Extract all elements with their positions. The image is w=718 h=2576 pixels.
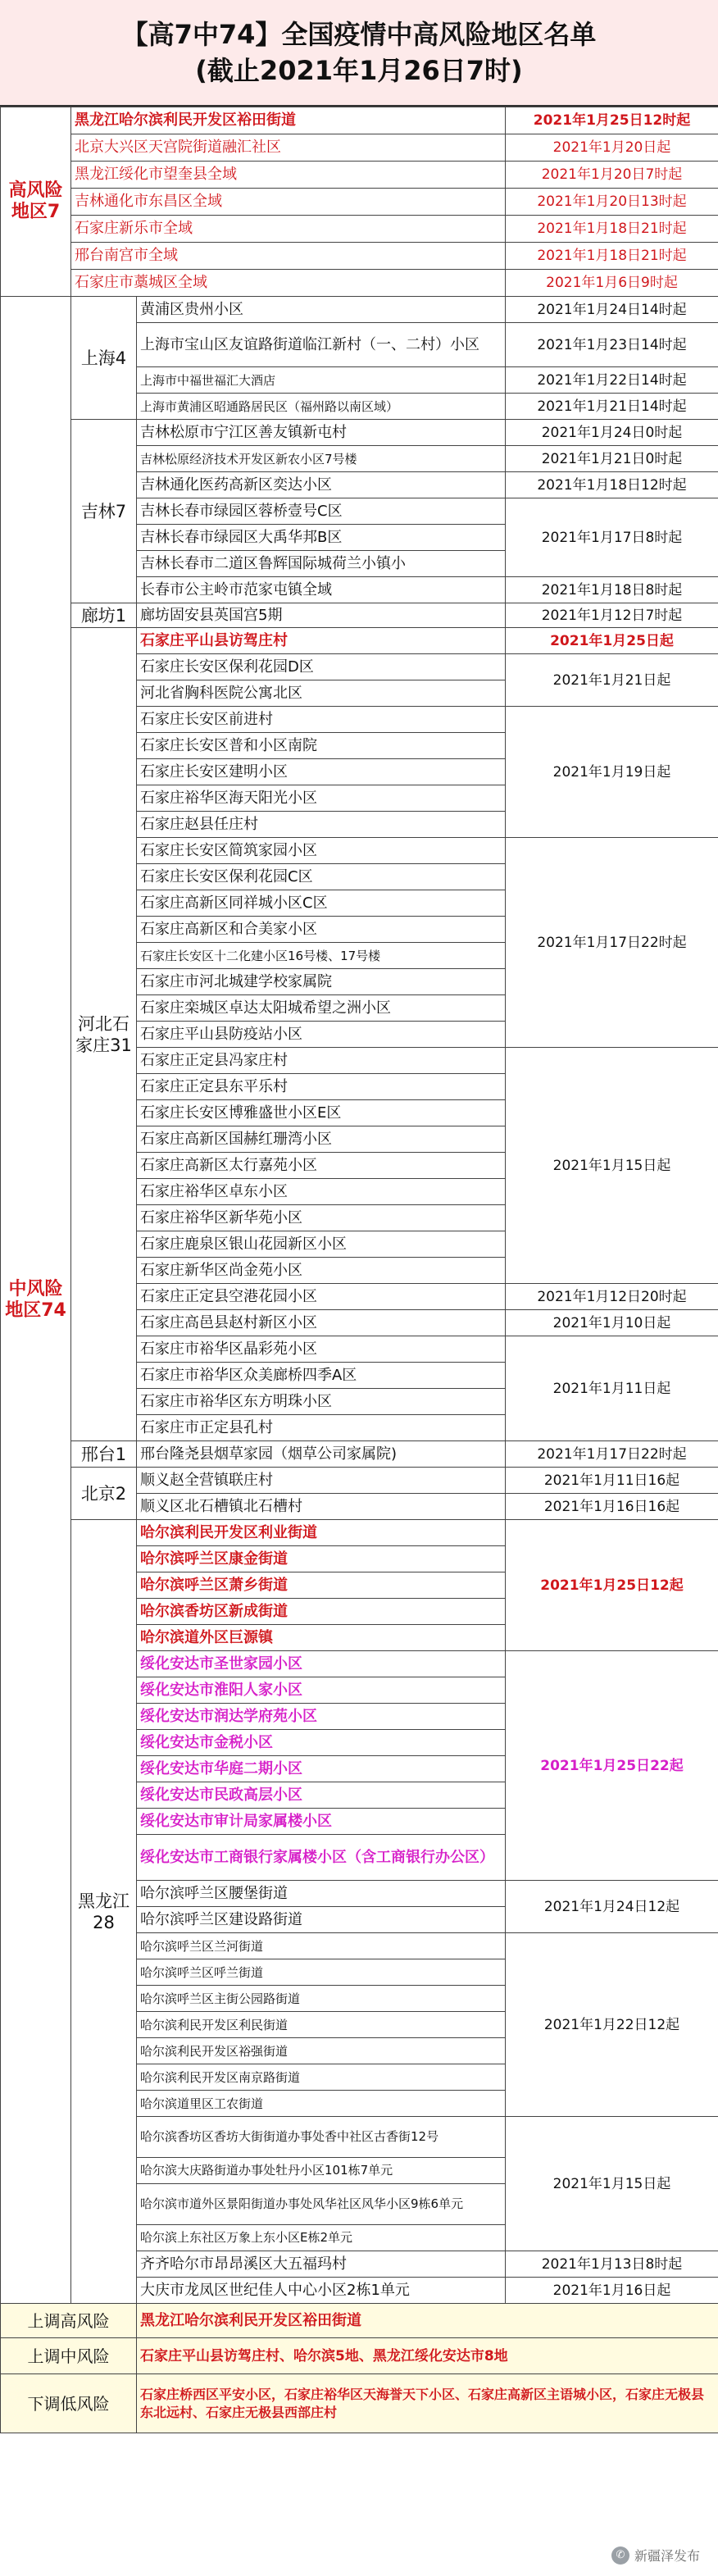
- mid-risk-area: 石家庄长安区保利花园D区: [137, 654, 506, 680]
- mid-risk-area: 石家庄高新区太行嘉苑小区: [137, 1153, 506, 1179]
- mid-risk-area: 石家庄高新区国赫红珊湾小区: [137, 1126, 506, 1153]
- mid-risk-area: 绥化安达市工商银行家属楼小区（含工商银行办公区）: [137, 1835, 506, 1881]
- mid-risk-area: 哈尔滨呼兰区康金街道: [137, 1546, 506, 1572]
- mid-risk-date: 2021年1月25日12起: [506, 1520, 718, 1651]
- mid-risk-area: 石家庄正定县冯家庄村: [137, 1048, 506, 1074]
- table-row: [1, 189, 718, 216]
- mid-risk-area: 河北省胸科医院公寓北区: [137, 680, 506, 707]
- mid-risk-date: 2021年1月12日20时起: [506, 1284, 718, 1310]
- mid-risk-area: 齐齐哈尔市昂昂溪区大五福玛村: [137, 2251, 506, 2278]
- high-risk-date: 2021年1月6日9时起: [506, 270, 718, 297]
- mid-risk-area: 石家庄市河北城建学校家属院: [137, 969, 506, 995]
- table-row: [1, 1468, 718, 1494]
- mid-risk-date: 2021年1月17日22时起: [506, 838, 718, 1048]
- mid-risk-date: 2021年1月21日0时起: [506, 446, 718, 472]
- mid-risk-area: 石家庄赵县任庄村: [137, 812, 506, 838]
- mid-risk-area: 哈尔滨呼兰区兰河街道: [137, 1933, 506, 1959]
- table-row: [1, 243, 718, 270]
- mid-risk-area: 哈尔滨市道外区景阳街道办事处风华社区风华小区9栋6单元: [137, 2184, 506, 2225]
- mid-risk-area: 绥化安达市审计局家属楼小区: [137, 1809, 506, 1835]
- mid-risk-area: 哈尔滨利民开发区南京路街道: [137, 2064, 506, 2091]
- mid-risk-area: 石家庄正定县东平乐村: [137, 1074, 506, 1100]
- table-row: [1, 603, 718, 628]
- mid-risk-area: 吉林长春市绿园区蓉桥壹号C区: [137, 498, 506, 525]
- mid-risk-date: 2021年1月15日起: [506, 1048, 718, 1284]
- high-risk-date: 2021年1月20日13时起: [506, 189, 718, 216]
- watermark-text: 新疆泽发布: [634, 2548, 700, 2564]
- mid-risk-area: 石家庄正定县空港花园小区: [137, 1284, 506, 1310]
- mid-risk-area: 石家庄长安区普和小区南院: [137, 733, 506, 759]
- mid-risk-date: 2021年1月18日8时起: [506, 577, 718, 603]
- title-line-2: (截止2021年1月26日7时): [195, 55, 523, 86]
- mid-risk-area: 石家庄长安区保利花园C区: [137, 864, 506, 890]
- summary-label: 下调低风险: [1, 2374, 137, 2433]
- mid-risk-area: 绥化安达市润达学府苑小区: [137, 1704, 506, 1730]
- mid-risk-area: 石家庄鹿泉区银山花园新区小区: [137, 1231, 506, 1258]
- mid-risk-area: 哈尔滨道里区工农街道: [137, 2091, 506, 2117]
- mid-risk-date: 2021年1月15日起: [506, 2117, 718, 2251]
- mid-risk-area: 石家庄裕华区新华苑小区: [137, 1205, 506, 1231]
- mid-risk-area: 哈尔滨呼兰区呼兰街道: [137, 1959, 506, 1986]
- table-row: [1, 134, 718, 162]
- region-beijing: 北京2: [71, 1468, 137, 1520]
- summary-text: 黑龙江哈尔滨利民开发区裕田街道: [137, 2304, 718, 2338]
- table-row: [1, 107, 718, 134]
- high-risk-label: 高风险地区7: [1, 107, 71, 297]
- watermark: [607, 2544, 705, 2566]
- mid-risk-date: 2021年1月11日起: [506, 1336, 718, 1441]
- mid-risk-area: 石家庄裕华区海天阳光小区: [137, 785, 506, 812]
- mid-risk-area: 石家庄高新区和合美家小区: [137, 917, 506, 943]
- high-risk-area: 邢台南宫市全域: [71, 243, 506, 270]
- mid-risk-area: 石家庄平山县防疫站小区: [137, 1022, 506, 1048]
- high-risk-date: 2021年1月25日12时起: [506, 107, 718, 134]
- mid-risk-date: 2021年1月11日16起: [506, 1468, 718, 1494]
- mid-risk-area: 哈尔滨呼兰区萧乡街道: [137, 1572, 506, 1599]
- mid-risk-date: 2021年1月21日起: [506, 654, 718, 707]
- high-risk-date: 2021年1月18日21时起: [506, 243, 718, 270]
- mid-risk-area: 大庆市龙凤区世纪佳人中心小区2栋1单元: [137, 2278, 506, 2304]
- mid-risk-area: 哈尔滨呼兰区腰堡街道: [137, 1881, 506, 1907]
- summary-text: 石家庄平山县访驾庄村、哈尔滨5地、黑龙江绥化安达市8地: [137, 2338, 718, 2374]
- mid-risk-date: 2021年1月22日14时起: [506, 367, 718, 394]
- wechat-icon: ✆: [611, 2546, 629, 2565]
- mid-risk-area: 石家庄高新区同祥城小区C区: [137, 890, 506, 917]
- mid-risk-area: 长春市公主岭市范家屯镇全域: [137, 577, 506, 603]
- mid-risk-area: 石家庄市裕华区众美廊桥四季A区: [137, 1363, 506, 1389]
- mid-risk-area: 石家庄市正定县孔村: [137, 1415, 506, 1441]
- mid-risk-area: 上海市宝山区友谊路街道临江新村（一、二村）小区: [137, 323, 506, 367]
- region-xingtai: 邢台1: [71, 1441, 137, 1468]
- mid-risk-date: 2021年1月25日22起: [506, 1651, 718, 1881]
- summary-label: 上调中风险: [1, 2338, 137, 2374]
- mid-risk-date: 2021年1月18日12时起: [506, 472, 718, 498]
- table-row: [1, 297, 718, 323]
- mid-risk-area: 吉林长春市二道区鲁辉国际城荷兰小镇小: [137, 551, 506, 577]
- summary-label: 上调高风险: [1, 2304, 137, 2338]
- table-row: [1, 216, 718, 243]
- mid-risk-area: 黄浦区贵州小区: [137, 297, 506, 323]
- mid-risk-label: 中风险地区74: [1, 297, 71, 2304]
- mid-risk-area: 石家庄市裕华区东方明珠小区: [137, 1389, 506, 1415]
- mid-risk-area: 吉林长春市绿园区大禹华邦B区: [137, 525, 506, 551]
- mid-risk-area: 哈尔滨香坊区新成街道: [137, 1599, 506, 1625]
- high-risk-date: 2021年1月20日起: [506, 134, 718, 162]
- mid-risk-area: 石家庄市裕华区晶彩苑小区: [137, 1336, 506, 1363]
- mid-risk-date: 2021年1月12日7时起: [506, 603, 718, 628]
- mid-risk-date: 2021年1月23日14时起: [506, 323, 718, 367]
- mid-risk-area: 哈尔滨道外区巨源镇: [137, 1625, 506, 1651]
- mid-risk-area: 哈尔滨利民开发区裕强街道: [137, 2038, 506, 2064]
- summary-text: 石家庄桥西区平安小区，石家庄裕华区天海誉天下小区、石家庄高新区主语城小区，石家庄无极县东北远村、石家庄无极县西部庄村: [137, 2374, 718, 2433]
- mid-risk-area: 石家庄长安区简筑家园小区: [137, 838, 506, 864]
- mid-risk-area: 绥化安达市华庭二期小区: [137, 1756, 506, 1782]
- mid-risk-area: 哈尔滨大庆路街道办事处牡丹小区101栋7单元: [137, 2158, 506, 2184]
- mid-risk-area: 上海市中福世福汇大酒店: [137, 367, 506, 394]
- mid-risk-date: 2021年1月13日8时起: [506, 2251, 718, 2278]
- mid-risk-area: 石家庄裕华区卓东小区: [137, 1179, 506, 1205]
- table-row: [1, 2304, 718, 2338]
- high-risk-area: 石家庄新乐市全域: [71, 216, 506, 243]
- mid-risk-area: 吉林松原经济技术开发区新农小区7号楼: [137, 446, 506, 472]
- mid-risk-area: 石家庄新华区尚金苑小区: [137, 1258, 506, 1284]
- mid-risk-area: 顺义区北石槽镇北石槽村: [137, 1494, 506, 1520]
- table-row: [1, 2374, 718, 2433]
- mid-risk-area: 石家庄长安区前进村: [137, 707, 506, 733]
- high-risk-date: 2021年1月18日21时起: [506, 216, 718, 243]
- mid-risk-area: 吉林通化医药高新区奕达小区: [137, 472, 506, 498]
- mid-risk-date: 2021年1月21日14时起: [506, 394, 718, 420]
- high-risk-area: 北京大兴区天宫院街道融汇社区: [71, 134, 506, 162]
- mid-risk-area: 哈尔滨上东社区万象上东小区E栋2单元: [137, 2225, 506, 2251]
- mid-risk-area: 绥化安达市圣世家园小区: [137, 1651, 506, 1677]
- mid-risk-area: 石家庄栾城区卓达太阳城希望之洲小区: [137, 995, 506, 1022]
- mid-risk-date: 2021年1月24日12起: [506, 1881, 718, 1933]
- mid-risk-area: 上海市黄浦区昭通路居民区（福州路以南区域）: [137, 394, 506, 420]
- mid-risk-date: 2021年1月24日0时起: [506, 420, 718, 446]
- high-risk-date: 2021年1月20日7时起: [506, 162, 718, 189]
- mid-risk-area: 绥化安达市淮阳人家小区: [137, 1677, 506, 1704]
- mid-risk-date: 2021年1月17日8时起: [506, 498, 718, 577]
- region-shanghai: 上海4: [71, 297, 137, 420]
- table-row: [1, 270, 718, 297]
- mid-risk-date: 2021年1月16日16起: [506, 1494, 718, 1520]
- risk-table: [0, 107, 718, 2433]
- page-title: [0, 0, 718, 107]
- mid-risk-date: 2021年1月10日起: [506, 1310, 718, 1336]
- mid-risk-area: 哈尔滨利民开发区利业街道: [137, 1520, 506, 1546]
- table-row: [1, 420, 718, 446]
- high-risk-area: 石家庄市藁城区全域: [71, 270, 506, 297]
- mid-risk-date: 2021年1月19日起: [506, 707, 718, 838]
- title-line-1: 【高7中74】全国疫情中高风险地区名单: [121, 19, 597, 50]
- mid-risk-area: 哈尔滨呼兰区建设路街道: [137, 1907, 506, 1933]
- mid-risk-area: 顺义赵全营镇联庄村: [137, 1468, 506, 1494]
- high-risk-area: 黑龙江绥化市望奎县全域: [71, 162, 506, 189]
- region-shijiazhuang: 河北石家庄31: [71, 628, 137, 1441]
- mid-risk-area: 石家庄长安区十二化建小区16号楼、17号楼: [137, 943, 506, 969]
- region-jilin: 吉林7: [71, 420, 137, 603]
- mid-risk-area: 廊坊固安县英国宫5期: [137, 603, 506, 628]
- mid-risk-area: 石家庄高邑县赵村新区小区: [137, 1310, 506, 1336]
- mid-risk-date: 2021年1月17日22时起: [506, 1441, 718, 1468]
- high-risk-area: 吉林通化市东昌区全域: [71, 189, 506, 216]
- mid-risk-date: 2021年1月25日起: [506, 628, 718, 654]
- mid-risk-area: 哈尔滨香坊区香坊大街街道办事处香中社区古香街12号: [137, 2117, 506, 2158]
- mid-risk-area: 邢台隆尧县烟草家园（烟草公司家属院): [137, 1441, 506, 1468]
- table-row: [1, 2338, 718, 2374]
- mid-risk-area: 哈尔滨利民开发区利民街道: [137, 2012, 506, 2038]
- mid-risk-area: 石家庄长安区建明小区: [137, 759, 506, 785]
- table-row: [1, 1441, 718, 1468]
- region-heilongjiang: 黑龙江28: [71, 1520, 137, 2304]
- mid-risk-date: 2021年1月22日12起: [506, 1933, 718, 2117]
- mid-risk-date: 2021年1月24日14时起: [506, 297, 718, 323]
- table-row: [1, 628, 718, 654]
- mid-risk-date: 2021年1月16日起: [506, 2278, 718, 2304]
- mid-risk-area: 石家庄平山县访驾庄村: [137, 628, 506, 654]
- region-langfang: 廊坊1: [71, 603, 137, 628]
- table-row: [1, 1520, 718, 1546]
- mid-risk-area: 绥化安达市金税小区: [137, 1730, 506, 1756]
- high-risk-area: 黑龙江哈尔滨利民开发区裕田街道: [71, 107, 506, 134]
- mid-risk-area: 石家庄长安区博雅盛世小区E区: [137, 1100, 506, 1126]
- table-row: [1, 162, 718, 189]
- mid-risk-area: 吉林松原市宁江区善友镇新屯村: [137, 420, 506, 446]
- mid-risk-area: 哈尔滨呼兰区主街公园路街道: [137, 1986, 506, 2012]
- mid-risk-area: 绥化安达市民政高层小区: [137, 1782, 506, 1809]
